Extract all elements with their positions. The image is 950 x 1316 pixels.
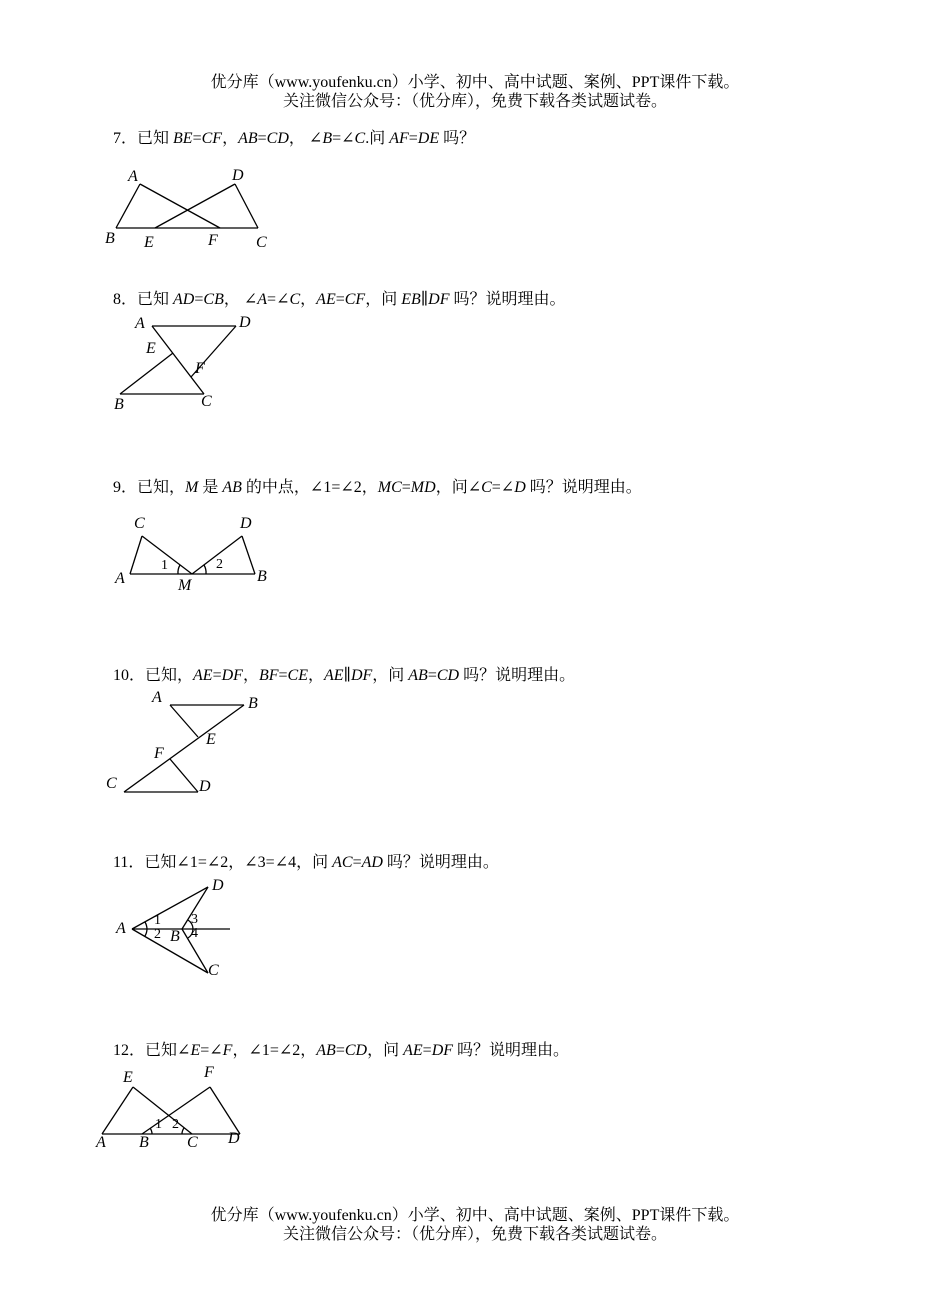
label-d: D xyxy=(199,778,211,795)
label-d: D xyxy=(232,167,244,184)
angle-1-label: 1 xyxy=(155,1117,162,1132)
question-12: 12．已知∠E=∠F，∠1=∠2，AB=CD，问 AE=DF 吗？说明理由。 xyxy=(113,1042,570,1059)
header-line-1: 优分库（www.youfenku.cn）小学、初中、高中试题、案例、PPT课件下载。 xyxy=(210,74,740,91)
line-ec xyxy=(133,1087,192,1134)
figure-q11 xyxy=(100,870,280,985)
header-line-2: 关注微信公众号：（优分库），免费下载各类试题试卷。 xyxy=(282,93,667,110)
label-d: D xyxy=(212,877,224,894)
label-c: C xyxy=(201,393,212,410)
line-fd xyxy=(170,759,198,792)
label-c: C xyxy=(134,515,145,532)
page-header xyxy=(0,73,950,111)
footer-line-2: 关注微信公众号：（优分库），免费下载各类试题试卷。 xyxy=(282,1226,667,1243)
label-d: D xyxy=(239,314,251,331)
line-be xyxy=(120,353,173,394)
label-a: A xyxy=(116,920,126,937)
line-ed xyxy=(155,184,235,228)
line-bc xyxy=(124,705,244,792)
angle-1-arc xyxy=(145,922,147,929)
label-m: M xyxy=(178,577,192,594)
label-b: B xyxy=(170,928,180,945)
label-f: F xyxy=(154,745,164,762)
question-number: 11． xyxy=(113,854,145,871)
label-f: F xyxy=(208,232,218,249)
angle-3-label: 3 xyxy=(191,912,198,927)
line-ae xyxy=(102,1087,133,1134)
angle-2-label: 2 xyxy=(154,927,161,942)
figure-q7 xyxy=(100,160,280,260)
angle-1-arc xyxy=(150,1128,152,1134)
question-7: 7．已知 BE=CF，AB=CD， ∠B=∠C.问 AF=DE 吗？ xyxy=(113,130,476,147)
label-e: E xyxy=(144,234,154,251)
label-f: F xyxy=(204,1064,214,1081)
label-b: B xyxy=(257,568,267,585)
label-d: D xyxy=(228,1130,240,1147)
label-f: F xyxy=(195,360,205,377)
label-a: A xyxy=(115,570,125,587)
angle-4-label: 4 xyxy=(191,926,198,941)
question-11: 11．已知∠1=∠2，∠3=∠4，问 AC=AD 吗？说明理由。 xyxy=(113,854,499,871)
label-c: C xyxy=(106,775,117,792)
angle-2-arc xyxy=(145,929,147,936)
label-c: C xyxy=(187,1134,198,1151)
label-a: A xyxy=(152,689,162,706)
label-a: A xyxy=(135,315,145,332)
label-c: C xyxy=(256,234,267,251)
question-10: 10．已知，AE=DF，BF=CE，AE∥DF，问 AB=CD 吗？说明理由。 xyxy=(113,667,576,684)
angle-2-arc xyxy=(204,565,206,574)
label-c: C xyxy=(208,962,219,979)
label-b: B xyxy=(248,695,258,712)
figure-q9 xyxy=(100,505,290,600)
angle-1-label: 1 xyxy=(161,558,168,573)
page-footer xyxy=(0,1206,950,1244)
label-e: E xyxy=(206,731,216,748)
line-ab xyxy=(116,184,140,228)
question-9: 9．已知，M 是 AB 的中点，∠1=∠2，MC=MD，问∠C=∠D 吗？说明理由。 xyxy=(113,479,642,496)
line-db xyxy=(242,536,255,574)
label-a: A xyxy=(96,1134,106,1151)
angle-1-label: 1 xyxy=(154,913,161,928)
label-b: B xyxy=(114,396,124,413)
figure-q8 xyxy=(100,310,280,420)
angle-2-arc xyxy=(182,1128,184,1134)
question-number: 7． xyxy=(113,130,138,147)
question-number: 9． xyxy=(113,479,138,496)
question-number: 10． xyxy=(113,667,146,684)
label-d: D xyxy=(240,515,252,532)
question-8: 8．已知 AD=CB， ∠A=∠C，AE=CF，问 EB∥DF 吗？说明理由。 xyxy=(113,291,566,308)
label-e: E xyxy=(123,1069,133,1086)
angle-2-label: 2 xyxy=(172,1117,179,1132)
line-dc xyxy=(235,184,258,228)
angle-2-label: 2 xyxy=(216,557,223,572)
figure-q12 xyxy=(90,1060,270,1155)
angle-1-arc xyxy=(178,565,180,574)
line-ac xyxy=(130,536,142,574)
footer-line-1: 优分库（www.youfenku.cn）小学、初中、高中试题、案例、PPT课件下载。 xyxy=(210,1207,740,1224)
line-ae xyxy=(170,705,198,737)
line-fd xyxy=(210,1087,240,1134)
label-a: A xyxy=(128,168,138,185)
figure-q10 xyxy=(100,685,280,800)
question-number: 12． xyxy=(113,1042,146,1059)
label-e: E xyxy=(146,340,156,357)
label-b: B xyxy=(105,230,115,247)
line-af xyxy=(140,184,220,228)
question-number: 8． xyxy=(113,291,138,308)
label-b: B xyxy=(139,1134,149,1151)
